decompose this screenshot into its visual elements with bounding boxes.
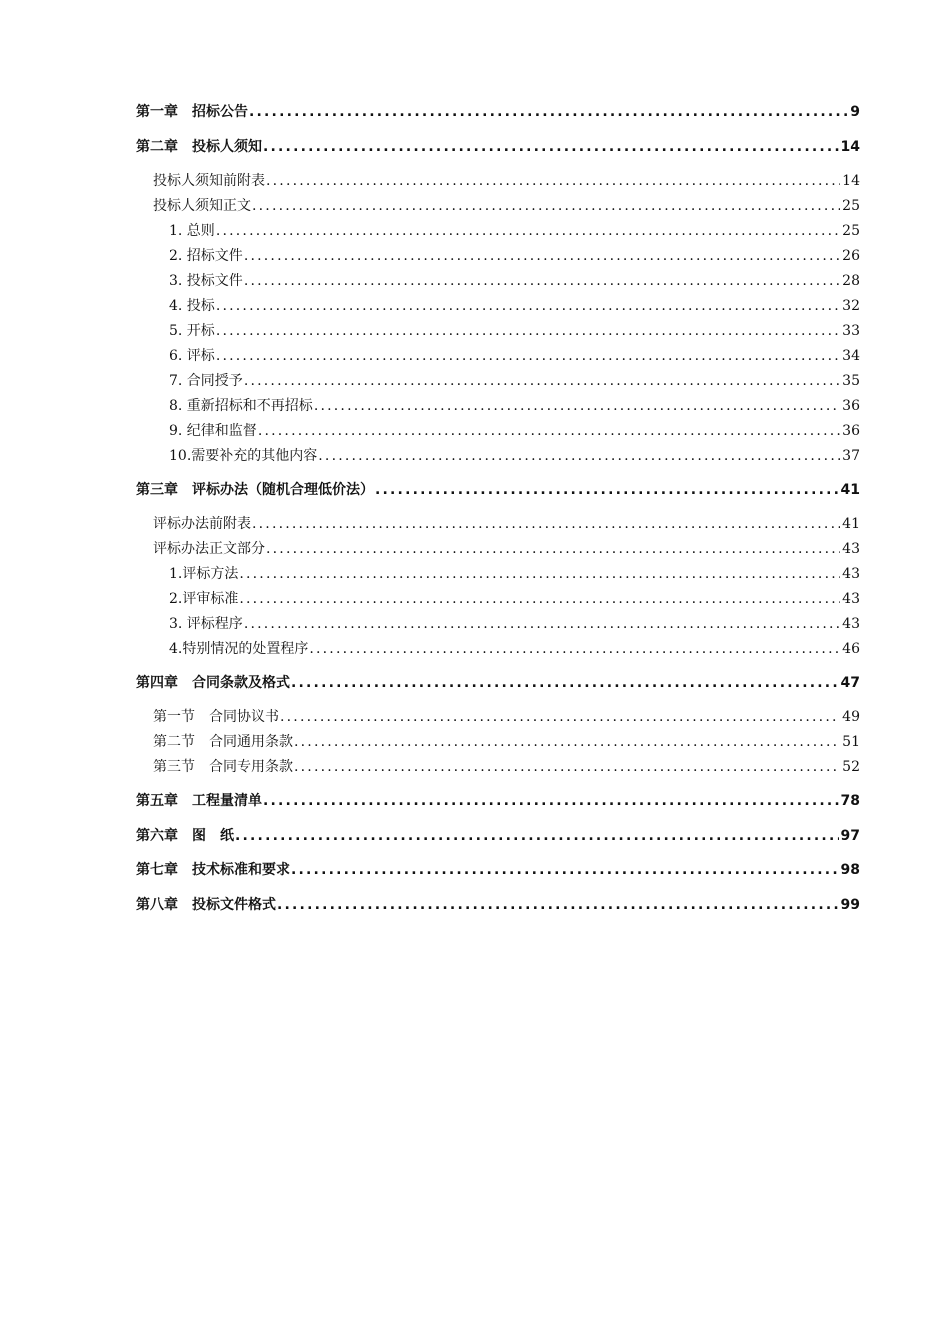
toc-entry-page: 51 [842,734,860,750]
toc-entry[interactable] [169,396,860,416]
toc-entry[interactable] [136,102,860,122]
toc-entry[interactable] [136,137,860,157]
toc-leader-dots [244,371,840,391]
toc-entry-title: 8. 重新招标和不再招标 [169,398,313,414]
toc-entry-page: 78 [840,793,860,809]
toc-entry-title: 第一章 招标公告 [136,104,248,120]
toc-entry-title: 第三节 合同专用条款 [153,759,293,775]
toc-entry-page: 25 [842,198,860,214]
toc-leader-dots [239,564,840,584]
toc-leader-dots [314,396,840,416]
toc-entry-title: 评标办法前附表 [153,516,251,532]
toc-leader-dots [258,421,840,441]
toc-entry[interactable] [169,321,860,341]
toc-entry-page: 43 [842,591,860,607]
toc-entry-page: 47 [840,675,860,691]
toc-entry-page: 43 [842,616,860,632]
toc-entry-page: 43 [842,566,860,582]
toc-entry-title: 7. 合同授予 [169,373,243,389]
toc-leader-dots [216,321,840,341]
toc-leader-dots [294,732,840,752]
toc-entry[interactable] [169,446,860,466]
toc-entry[interactable] [169,371,860,391]
toc-leader-dots [249,102,848,122]
toc-entry-title: 10.需要补充的其他内容 [169,448,318,464]
toc-entry[interactable] [153,757,860,777]
toc-entry-page: 52 [842,759,860,775]
toc-entry-title: 第二章 投标人须知 [136,139,262,155]
toc-entry-title: 4. 投标 [169,298,215,314]
toc-entry-title: 评标办法正文部分 [153,541,265,557]
toc-entry-title: 3. 评标程序 [169,616,243,632]
toc-entry[interactable] [169,221,860,241]
toc-entry-page: 43 [842,541,860,557]
toc-entry-title: 第四章 合同条款及格式 [136,675,290,691]
toc-entry[interactable] [136,673,860,693]
toc-entry-page: 97 [840,828,860,844]
toc-entry[interactable] [153,707,860,727]
toc-entry[interactable] [169,639,860,659]
toc-entry-page: 41 [842,516,860,532]
toc-entry-page: 49 [842,709,860,725]
toc-entry[interactable] [169,421,860,441]
toc-entry-page: 9 [850,104,860,120]
toc-entry-page: 35 [842,373,860,389]
toc-entry-page: 33 [842,323,860,339]
toc-leader-dots [291,673,839,693]
toc-entry[interactable] [136,895,860,915]
toc-entry-page: 34 [842,348,860,364]
toc-entry[interactable] [169,614,860,634]
toc-entry-title: 9. 纪律和监督 [169,423,257,439]
toc-entry[interactable] [136,791,860,811]
toc-entry-title: 3. 投标文件 [169,273,243,289]
toc-entry-title: 投标人须知前附表 [153,173,265,189]
toc-entry[interactable] [169,564,860,584]
toc-entry-title: 第五章 工程量清单 [136,793,262,809]
toc-leader-dots [239,589,840,609]
toc-leader-dots [263,137,839,157]
toc-entry-title: 第一节 合同协议书 [153,709,279,725]
toc-entry-title: 第三章 评标办法（随机合理低价法） [136,482,374,498]
toc-leader-dots [277,895,839,915]
toc-entry-title: 第八章 投标文件格式 [136,897,276,913]
toc-entry-page: 41 [840,482,860,498]
toc-leader-dots [266,539,840,559]
toc-leader-dots [294,757,840,777]
toc-leader-dots [244,271,840,291]
toc-leader-dots [263,791,839,811]
toc-leader-dots [244,614,840,634]
toc-entry[interactable] [136,480,860,500]
toc-leader-dots [216,296,840,316]
toc-leader-dots [216,346,840,366]
toc-leader-dots [252,514,840,534]
toc-leader-dots [252,196,840,216]
toc-entry-title: 第七章 技术标准和要求 [136,862,290,878]
toc-entry-page: 37 [842,448,860,464]
toc-entry-page: 14 [840,139,860,155]
toc-leader-dots [291,860,839,880]
toc-entry[interactable] [169,296,860,316]
toc-entry-page: 26 [842,248,860,264]
toc-entry-title: 投标人须知正文 [153,198,251,214]
toc-entry[interactable] [136,826,860,846]
toc-leader-dots [280,707,840,727]
toc-entry-title: 2. 招标文件 [169,248,243,264]
toc-leader-dots [244,246,840,266]
toc-entry-page: 28 [842,273,860,289]
toc-entry[interactable] [153,196,860,216]
toc-leader-dots [216,221,840,241]
toc-leader-dots [235,826,839,846]
toc-entry[interactable] [169,346,860,366]
toc-leader-dots [318,446,840,466]
toc-leader-dots [309,639,840,659]
toc-entry[interactable] [153,539,860,559]
toc-entry-title: 6. 评标 [169,348,215,364]
toc-entry-page: 99 [840,897,860,913]
toc-entry-page: 32 [842,298,860,314]
toc-entry[interactable] [169,589,860,609]
toc-entry-title: 1. 总则 [169,223,215,239]
toc-entry-title: 4.特别情况的处置程序 [169,641,309,657]
toc-entry-title: 1.评标方法 [169,566,239,582]
toc-entry-title: 5. 开标 [169,323,215,339]
toc-entry[interactable] [136,860,860,880]
toc-leader-dots [375,480,839,500]
toc-entry-page: 25 [842,223,860,239]
toc-entry-title: 第六章 图 纸 [136,828,234,844]
toc-entry-page: 14 [842,173,860,189]
toc-entry[interactable] [169,246,860,266]
toc-leader-dots [266,171,840,191]
toc-entry[interactable] [153,732,860,752]
toc-entry-page: 98 [840,862,860,878]
toc-entry-page: 46 [842,641,860,657]
toc-entry[interactable] [153,514,860,534]
toc-entry-page: 36 [842,423,860,439]
toc-entry-page: 36 [842,398,860,414]
toc-entry-title: 第二节 合同通用条款 [153,734,293,750]
toc-entry-title: 2.评审标准 [169,591,239,607]
toc-entry[interactable] [153,171,860,191]
toc-entry[interactable] [169,271,860,291]
